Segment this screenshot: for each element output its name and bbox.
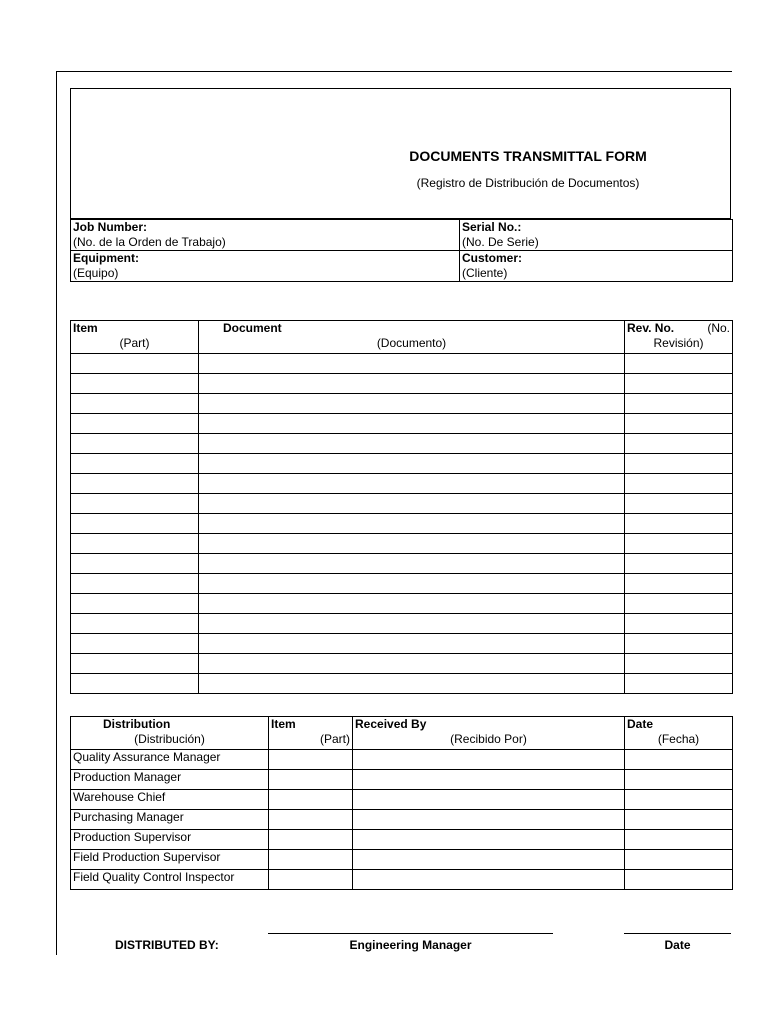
serial-number-cell[interactable]	[460, 220, 733, 251]
distribution-role-cell: Warehouse Chief	[71, 790, 269, 810]
dist-item-cell[interactable]	[269, 810, 353, 830]
document-row	[71, 594, 733, 614]
dist-item-header-sublabel: (Part)	[320, 732, 350, 746]
dist-date-cell[interactable]	[625, 810, 733, 830]
item-cell[interactable]	[71, 534, 199, 554]
dist-item-cell[interactable]	[269, 830, 353, 850]
item-cell[interactable]	[71, 634, 199, 654]
dist-item-cell[interactable]	[269, 750, 353, 770]
document-row	[71, 574, 733, 594]
distribution-role-cell: Purchasing Manager	[71, 810, 269, 830]
document-cell[interactable]	[199, 434, 625, 454]
item-cell[interactable]	[71, 594, 199, 614]
item-header	[71, 321, 199, 354]
equipment-cell[interactable]	[71, 251, 460, 282]
document-cell[interactable]	[199, 454, 625, 474]
document-row	[71, 514, 733, 534]
document-row	[71, 434, 733, 454]
rev-cell[interactable]	[625, 454, 733, 474]
dist-date-cell[interactable]	[625, 790, 733, 810]
item-cell[interactable]	[71, 614, 199, 634]
rev-cell[interactable]	[625, 654, 733, 674]
item-cell[interactable]	[71, 554, 199, 574]
rev-cell[interactable]	[625, 534, 733, 554]
document-cell[interactable]	[199, 594, 625, 614]
document-cell[interactable]	[199, 574, 625, 594]
document-row	[71, 394, 733, 414]
distribution-role-cell: Field Production Supervisor	[71, 850, 269, 870]
dist-item-cell[interactable]	[269, 870, 353, 890]
distribution-row	[71, 790, 733, 810]
received-by-cell[interactable]	[353, 750, 625, 770]
document-header-sublabel: (Documento)	[376, 336, 447, 350]
distributed-by-label: DISTRIBUTED BY:	[115, 938, 219, 952]
form-subtitle: (Registro de Distribución de Documentos)	[416, 176, 640, 190]
item-cell[interactable]	[71, 434, 199, 454]
rev-cell[interactable]	[625, 554, 733, 574]
document-header-label: Document	[223, 321, 282, 335]
item-cell[interactable]	[71, 354, 199, 374]
customer-sublabel: (Cliente)	[462, 266, 508, 280]
item-header-sublabel: (Part)	[119, 336, 150, 350]
date-signature-line[interactable]	[624, 933, 731, 934]
item-cell[interactable]	[71, 474, 199, 494]
document-cell[interactable]	[199, 494, 625, 514]
dist-item-cell[interactable]	[269, 770, 353, 790]
page-frame-top	[56, 71, 732, 72]
engineering-manager-label: Engineering Manager	[349, 938, 472, 952]
distribution-table	[70, 716, 733, 890]
page-frame-left	[56, 71, 57, 955]
received-by-cell[interactable]	[353, 810, 625, 830]
document-row	[71, 454, 733, 474]
distribution-role-cell: Production Manager	[71, 770, 269, 790]
document-cell[interactable]	[199, 354, 625, 374]
document-cell[interactable]	[199, 514, 625, 534]
serial-number-sublabel: (No. De Serie)	[462, 235, 539, 249]
dist-date-cell[interactable]	[625, 770, 733, 790]
received-by-cell[interactable]	[353, 870, 625, 890]
received-by-header	[353, 717, 625, 750]
rev-cell[interactable]	[625, 614, 733, 634]
document-cell[interactable]	[199, 554, 625, 574]
document-row	[71, 474, 733, 494]
document-cell[interactable]	[199, 674, 625, 694]
equipment-sublabel: (Equipo)	[73, 266, 119, 280]
rev-cell[interactable]	[625, 374, 733, 394]
distribution-row	[71, 850, 733, 870]
customer-label: Customer:	[462, 251, 523, 265]
document-row	[71, 534, 733, 554]
document-row	[71, 374, 733, 394]
item-cell[interactable]	[71, 674, 199, 694]
distribution-header-sublabel: (Distribución)	[134, 732, 205, 746]
date-header	[625, 717, 733, 750]
date-header-sublabel: (Fecha)	[657, 732, 700, 746]
document-row	[71, 654, 733, 674]
rev-cell[interactable]	[625, 514, 733, 534]
rev-header-sublabel-a: (No.	[707, 321, 730, 335]
received-by-header-sublabel: (Recibido Por)	[450, 732, 527, 746]
document-cell[interactable]	[199, 614, 625, 634]
distribution-row	[71, 810, 733, 830]
document-row	[71, 554, 733, 574]
received-by-cell[interactable]	[353, 770, 625, 790]
document-cell[interactable]	[199, 374, 625, 394]
document-cell[interactable]	[199, 534, 625, 554]
received-by-cell[interactable]	[353, 790, 625, 810]
distribution-row	[71, 750, 733, 770]
distribution-row	[71, 770, 733, 790]
distribution-role-cell: Field Quality Control Inspector	[71, 870, 269, 890]
document-cell[interactable]	[199, 474, 625, 494]
dist-item-cell[interactable]	[269, 790, 353, 810]
rev-header-sublabel-b: Revisión)	[653, 336, 704, 350]
rev-cell[interactable]	[625, 674, 733, 694]
distribution-role-cell: Production Supervisor	[71, 830, 269, 850]
rev-cell[interactable]	[625, 474, 733, 494]
equipment-label: Equipment:	[73, 251, 139, 265]
rev-cell[interactable]	[625, 634, 733, 654]
form-title: DOCUMENTS TRANSMITTAL FORM	[409, 148, 647, 164]
signature-date-label: Date	[664, 938, 691, 952]
dist-date-cell[interactable]	[625, 750, 733, 770]
rev-cell[interactable]	[625, 414, 733, 434]
item-cell[interactable]	[71, 514, 199, 534]
dist-date-cell[interactable]	[625, 830, 733, 850]
item-cell[interactable]	[71, 414, 199, 434]
dist-date-cell[interactable]	[625, 870, 733, 890]
job-number-label: Job Number:	[73, 220, 148, 234]
item-header-label: Item	[73, 321, 98, 335]
rev-cell[interactable]	[625, 434, 733, 454]
document-cell[interactable]	[199, 414, 625, 434]
dist-item-header-label: Item	[271, 717, 296, 731]
distribution-table-header	[71, 717, 733, 750]
document-cell[interactable]	[199, 654, 625, 674]
serial-number-label: Serial No.:	[462, 220, 522, 234]
received-by-cell[interactable]	[353, 850, 625, 870]
rev-cell[interactable]	[625, 354, 733, 374]
item-cell[interactable]	[71, 394, 199, 414]
rev-cell[interactable]	[625, 594, 733, 614]
distribution-row	[71, 870, 733, 890]
date-header-label: Date	[627, 717, 654, 731]
distribution-role-cell: Quality Assurance Manager	[71, 750, 269, 770]
job-number-cell[interactable]	[71, 220, 460, 251]
document-cell[interactable]	[199, 634, 625, 654]
dist-item-header	[269, 717, 353, 750]
engineering-manager-signature-line[interactable]	[268, 933, 553, 934]
document-cell[interactable]	[199, 394, 625, 414]
received-by-cell[interactable]	[353, 830, 625, 850]
distribution-row	[71, 830, 733, 850]
item-cell[interactable]	[71, 654, 199, 674]
rev-cell[interactable]	[625, 494, 733, 514]
document-row	[71, 634, 733, 654]
document-row	[71, 354, 733, 374]
item-cell[interactable]	[71, 454, 199, 474]
rev-header	[625, 321, 733, 354]
dist-date-cell[interactable]	[625, 850, 733, 870]
document-row	[71, 494, 733, 514]
rev-cell[interactable]	[625, 394, 733, 414]
document-header	[199, 321, 625, 354]
dist-item-cell[interactable]	[269, 850, 353, 870]
document-row	[71, 674, 733, 694]
documents-table-header	[71, 321, 733, 354]
item-cell[interactable]	[71, 374, 199, 394]
distribution-header	[71, 717, 269, 750]
customer-cell[interactable]	[460, 251, 733, 282]
document-row	[71, 414, 733, 434]
job-number-sublabel: (No. de la Orden de Trabajo)	[73, 235, 226, 249]
documents-table	[70, 320, 733, 694]
job-info-table	[70, 219, 733, 282]
document-row	[71, 614, 733, 634]
distribution-header-label: Distribution	[103, 717, 171, 731]
item-cell[interactable]	[71, 494, 199, 514]
item-cell[interactable]	[71, 574, 199, 594]
rev-cell[interactable]	[625, 574, 733, 594]
rev-header-label: Rev. No.	[627, 321, 675, 335]
received-by-header-label: Received By	[355, 717, 427, 731]
